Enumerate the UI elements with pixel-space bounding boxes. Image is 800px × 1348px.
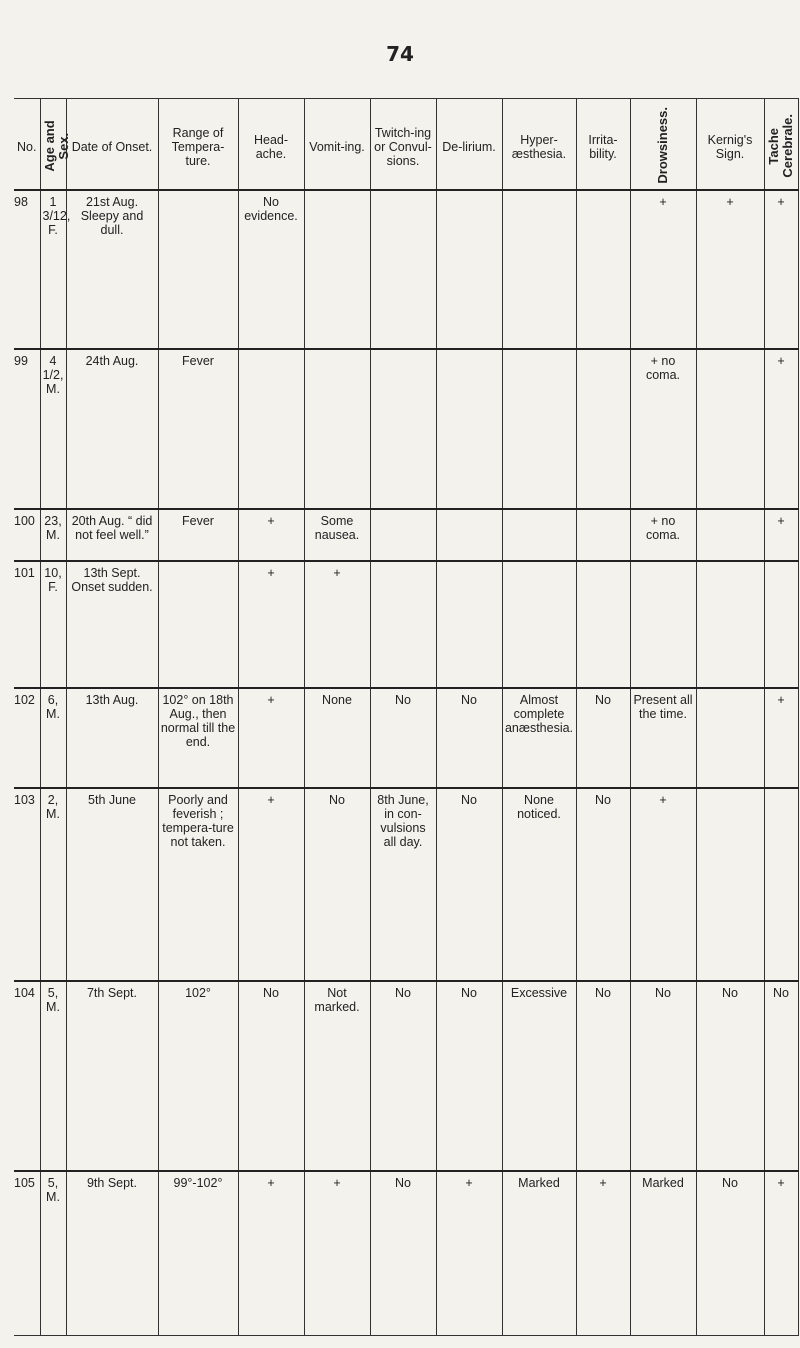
cell-twitching: No [370, 688, 436, 788]
cell-age-sex: 5, M. [40, 1171, 66, 1336]
cell-onset: 24th Aug. [66, 349, 158, 509]
cell-no: 98 [14, 190, 40, 349]
cell-age-sex: 10, F. [40, 561, 66, 688]
cell-irritability: No [576, 788, 630, 981]
cell-irritability: No [576, 688, 630, 788]
cell-twitching [370, 561, 436, 688]
table-row [14, 788, 798, 981]
cell-drowsiness: + no coma. [630, 349, 696, 509]
header-vomiting: Vomit-ing. [304, 99, 370, 190]
header-hyperaesthesia: Hyper-æsthesia. [502, 99, 576, 190]
cell-delirium: No [436, 981, 502, 1171]
cell-twitching [370, 349, 436, 509]
cell-kernig [696, 788, 764, 981]
cell-age-sex: 6, M. [40, 688, 66, 788]
cell-no: 105 [14, 1171, 40, 1336]
cell-headache [238, 349, 304, 509]
cell-no: 101 [14, 561, 40, 688]
cell-temp: 102° [158, 981, 238, 1171]
cell-kernig [696, 509, 764, 561]
table-row [14, 349, 798, 509]
header-age-sex [40, 99, 71, 190]
cell-temp: Fever [158, 349, 238, 509]
header-tache [764, 99, 798, 190]
cell-headache: + [238, 788, 304, 981]
cell-kernig [696, 349, 764, 509]
cell-tache: + [764, 1171, 798, 1336]
cell-drowsiness [630, 561, 696, 688]
cell-no: 103 [14, 788, 40, 981]
header-irritability: Irrita-bility. [576, 99, 630, 190]
cell-headache: No evidence. [238, 190, 304, 349]
cell-drowsiness: + [630, 788, 696, 981]
table-row [14, 190, 798, 349]
cell-hyperaesthesia [502, 349, 576, 509]
cell-temp: Fever [158, 509, 238, 561]
cell-irritability: No [576, 981, 630, 1171]
cell-temp: 99°-102° [158, 1171, 238, 1336]
page-number: 74 [386, 42, 414, 66]
cell-temp: Poorly and feverish ; tempera-ture not taken. [158, 788, 238, 981]
cell-temp [158, 561, 238, 688]
header-drowsiness [630, 99, 696, 190]
cell-no: 99 [14, 349, 40, 509]
cell-vomiting: No [304, 788, 370, 981]
cell-vomiting: Some nausea. [304, 509, 370, 561]
cell-hyperaesthesia: Excessive [502, 981, 576, 1171]
cell-vomiting: None [304, 688, 370, 788]
cell-delirium [436, 190, 502, 349]
cell-no: 104 [14, 981, 40, 1171]
cell-age-sex: 5, M. [40, 981, 66, 1171]
cell-onset: 9th Sept. [66, 1171, 158, 1336]
cell-irritability: + [576, 1171, 630, 1336]
cell-drowsiness: + no coma. [630, 509, 696, 561]
header-row [14, 99, 798, 190]
cell-hyperaesthesia: Almost complete anæsthesia. [502, 688, 576, 788]
header-drowsiness-label: Drowsiness. [655, 107, 670, 184]
cell-onset: 7th Sept. [66, 981, 158, 1171]
cell-irritability [576, 561, 630, 688]
cell-delirium: No [436, 688, 502, 788]
header-temperature: Range of Tempera-ture. [158, 99, 238, 190]
cell-irritability [576, 509, 630, 561]
cell-age-sex: 4 1/2, M. [40, 349, 66, 509]
cell-delirium: + [436, 1171, 502, 1336]
cell-onset: 13th Aug. [66, 688, 158, 788]
cell-hyperaesthesia [502, 190, 576, 349]
cell-tache [764, 788, 798, 981]
cell-age-sex: 23, M. [40, 509, 66, 561]
cell-drowsiness: No [630, 981, 696, 1171]
cell-headache: + [238, 561, 304, 688]
cell-delirium: No [436, 788, 502, 981]
cell-tache: No [764, 981, 798, 1171]
cell-tache: + [764, 349, 798, 509]
cell-temp [158, 190, 238, 349]
clinical-table [14, 98, 799, 1336]
cell-hyperaesthesia [502, 561, 576, 688]
table-row [14, 981, 798, 1171]
cell-hyperaesthesia: None noticed. [502, 788, 576, 981]
cell-hyperaesthesia [502, 509, 576, 561]
table-row [14, 561, 798, 688]
table-row [14, 1171, 798, 1336]
table-row [14, 509, 798, 561]
cell-headache: + [238, 509, 304, 561]
header-tache-label: Tache Cerebrale. [766, 113, 795, 178]
cell-vomiting: + [304, 1171, 370, 1336]
table-row [14, 688, 798, 788]
header-delirium: De-lirium. [436, 99, 502, 190]
cell-vomiting: + [304, 561, 370, 688]
cell-twitching: No [370, 981, 436, 1171]
header-no: No. [14, 99, 40, 190]
cell-vomiting [304, 349, 370, 509]
cell-tache: + [764, 688, 798, 788]
header-date-onset: Date of Onset. [66, 99, 158, 190]
header-twitching: Twitch-ing or Convul-sions. [370, 99, 436, 190]
cell-twitching [370, 509, 436, 561]
cell-delirium [436, 349, 502, 509]
cell-twitching: 8th June, in con-vulsions all day. [370, 788, 436, 981]
header-kernig: Kernig's Sign. [696, 99, 764, 190]
cell-tache [764, 561, 798, 688]
cell-kernig: No [696, 981, 764, 1171]
cell-no: 100 [14, 509, 40, 561]
cell-kernig: No [696, 1171, 764, 1336]
cell-kernig: + [696, 190, 764, 349]
cell-delirium [436, 561, 502, 688]
cell-twitching [370, 190, 436, 349]
cell-onset: 20th Aug. “ did not feel well.” [66, 509, 158, 561]
cell-irritability [576, 190, 630, 349]
cell-drowsiness: Present all the time. [630, 688, 696, 788]
cell-kernig [696, 561, 764, 688]
cell-drowsiness: Marked [630, 1171, 696, 1336]
cell-onset: 5th June [66, 788, 158, 981]
cell-age-sex: 1 3/12, F. [40, 190, 66, 349]
cell-tache: + [764, 190, 798, 349]
cell-temp: 102° on 18th Aug., then normal till the end. [158, 688, 238, 788]
cell-tache: + [764, 509, 798, 561]
cell-onset: 13th Sept. Onset sudden. [66, 561, 158, 688]
cell-twitching: No [370, 1171, 436, 1336]
cell-hyperaesthesia: Marked [502, 1171, 576, 1336]
cell-vomiting [304, 190, 370, 349]
cell-drowsiness: + [630, 190, 696, 349]
cell-irritability [576, 349, 630, 509]
cell-onset: 21st Aug. Sleepy and dull. [66, 190, 158, 349]
cell-headache: No [238, 981, 304, 1171]
cell-kernig [696, 688, 764, 788]
cell-headache: + [238, 688, 304, 788]
cell-delirium [436, 509, 502, 561]
cell-headache: + [238, 1171, 304, 1336]
cell-age-sex: 2, M. [40, 788, 66, 981]
cell-no: 102 [14, 688, 40, 788]
header-headache: Head-ache. [238, 99, 304, 190]
header-age-sex-label: Age and Sex. [41, 119, 71, 171]
cell-vomiting: Not marked. [304, 981, 370, 1171]
